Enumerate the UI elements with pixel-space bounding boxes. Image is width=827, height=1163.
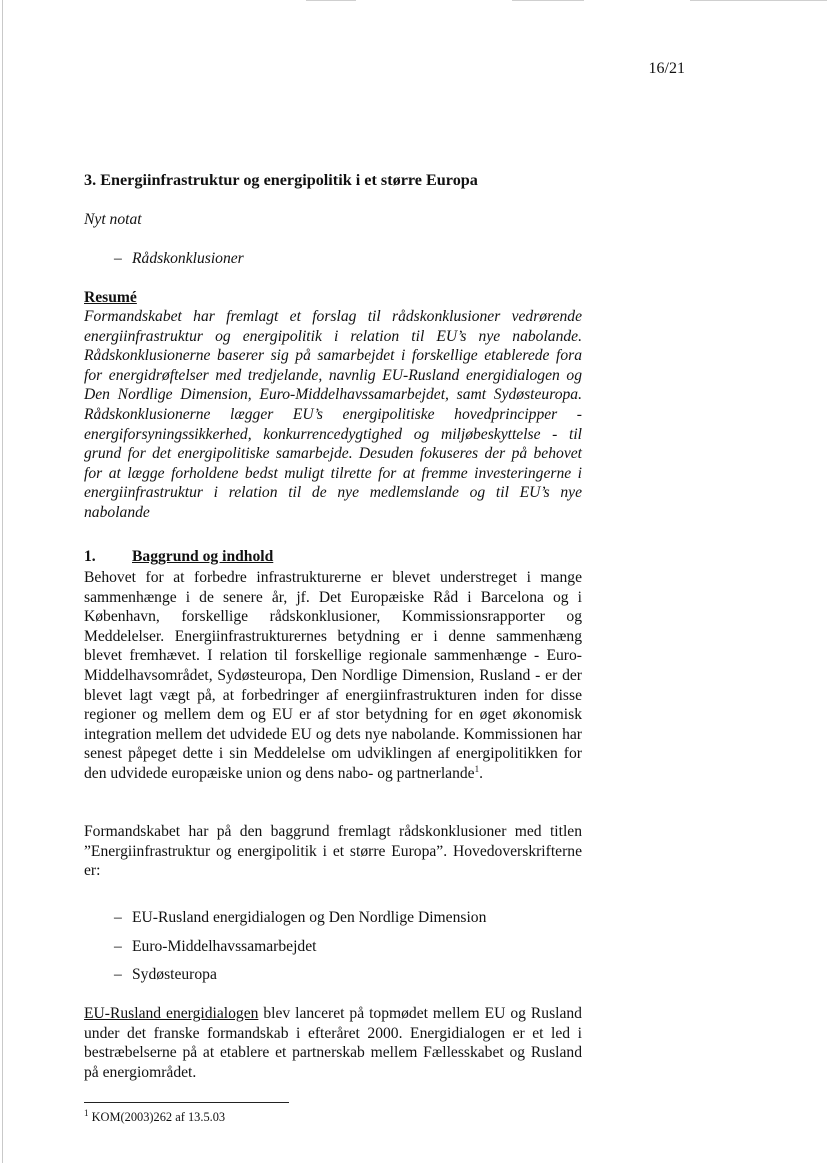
section-1-number: 1. [84,548,96,565]
section-heading: 3. Energiinfrastruktur og energipolitik i et større Europa [84,171,478,189]
scan-edge [2,0,3,1163]
scan-mark [306,0,356,1]
paragraph-3-text: blev lanceret på topmødet mellem EU og Rusland under det franske formandskab i efteråret 2000. Energidialogen er et led i bestræbelserne på at etablere et partnerskab mellem Fællesskabet og Rusland på energiområdet. [84,1005,582,1081]
footnote-text: KOM(2003)262 af 13.5.03 [88,1110,226,1124]
list-item [114,909,486,927]
paragraph-2: Formandskabet har på den baggrund fremlagt rådskonklusioner med titlen ”Energiinfrastruktur og energipolitik i et større Europa”. Hovedoverskrifterne er: [84,823,582,880]
scan-mark [690,0,827,1]
paragraph-1 [84,568,582,784]
resume-text: Formandskabet har fremlagt et forslag til rådskonklusioner vedrørende energiinfrastruktur og energipolitik i relation til EU’s nye nabolande. Rådskonklusionerne baserer sig på samarbejdet i forskellige etablerede fora for energidrøftelser med tredjelande, navnlig EU-Rusland energidialogen og Den Nordlige Dimension, Euro-Middelhavssamarbejdet, samt Sydøsteuropa. Rådskonklusionerne lægger EU’s energipolitiske hovedprincipper - energiforsyningssikkerhed, konkurrencedygtighed og miljøbeskyttelse - til grund for det energipolitiske samarbejde. Desuden fokuseres der på behovet for at lægge forholdene bedst muligt tilrette for at fremme investeringerne i energiinfrastruktur i relation til de nye medlemslande og til EU’s nye nabolande [84,308,582,521]
list-item-text: EU-Rusland energidialogen og Den Nordlige Dimension [132,909,487,926]
council-conclusions-item [114,250,244,268]
section-1-heading [84,548,273,566]
footnote-divider [84,1102,289,1103]
list-item [114,938,316,956]
list-item [114,966,217,984]
paragraph-3-underlined: EU-Rusland energidialogen [84,1005,259,1022]
paragraph-3 [84,1004,582,1082]
dash-marker: – [114,909,122,926]
list-item-text: Sydøsteuropa [132,966,217,983]
paragraph-1-end: . [479,764,484,782]
list-item-text: Euro-Middelhavssamarbejdet [132,938,317,955]
scan-mark [512,0,584,1]
page-number: 16/21 [648,60,685,77]
note-type: Nyt notat [84,211,142,228]
dash-marker: – [114,966,122,983]
dash-marker: – [114,250,122,267]
dash-marker: – [114,938,122,955]
council-conclusions-label: Rådskonklusioner [132,250,244,267]
footnote-reference[interactable]: 1 [474,763,480,774]
footnote-marker: 1 [84,1107,89,1118]
paragraph-1-text: Behovet for at forbedre infrastrukturerne er blevet understreget i mange sammenhænge i de senere år, jf. Det Europæiske Råd i Barcelona og i København, forskellige rådskonklusioner, Kommissionsrapporter og Meddelelser. Energiinfrastrukturernes betydning er i denne sammenhæng blevet fremhævet. I relation til forskellige regionale sammenhænge - Euro-Middelhavsområdet, Sydøsteuropa, Den Nordlige Dimension, Rusland - er der blevet lagt vægt på, at forbedringer af energiinfrastrukturen inden for disse regioner og mellem dem og EU er af stor betydning for en øget økonomisk integration mellem det udvidede EU og dets nye nabolande. Kommissionen har senest påpeget dette i sin Meddelelse om udviklingen af energipolitikken for den udvidede europæiske union og dens nabo- og partnerlande [84,569,582,782]
resume-heading: Resumé [84,289,137,306]
footnote [84,1107,226,1125]
section-1-title: Baggrund og indhold [132,548,274,565]
